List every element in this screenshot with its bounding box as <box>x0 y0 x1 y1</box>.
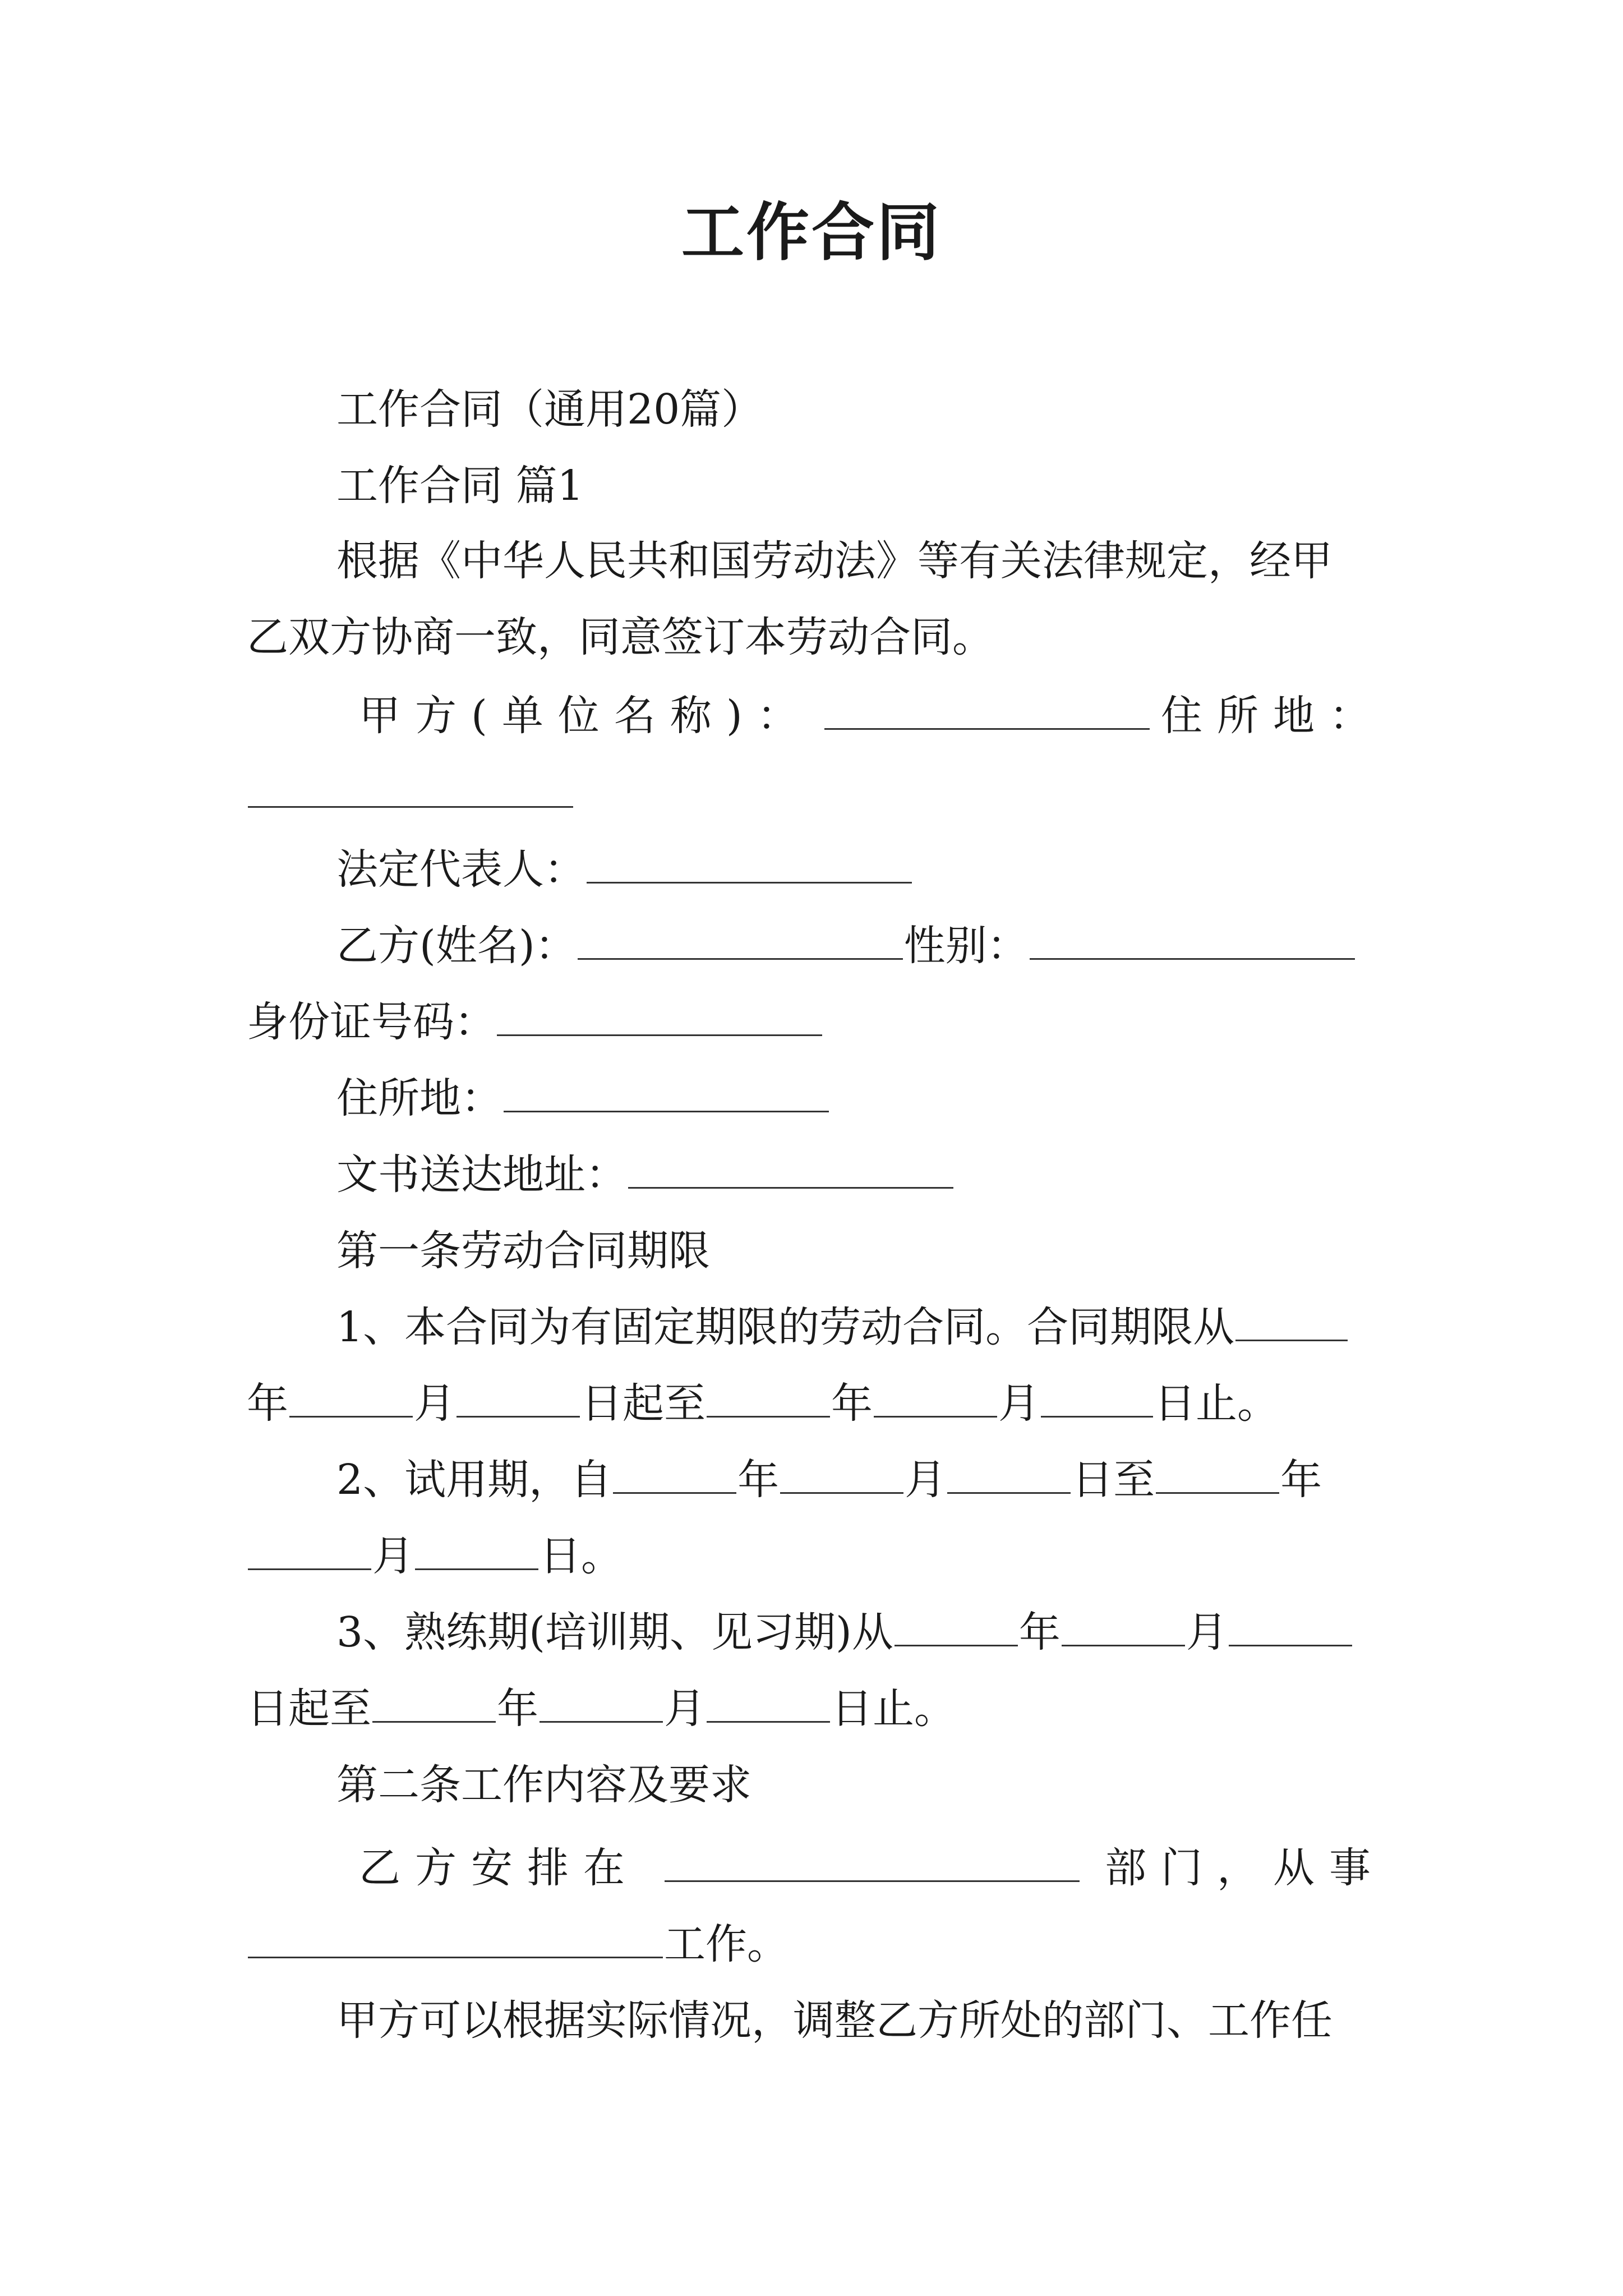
party-a-blank <box>824 697 1150 730</box>
date-blank <box>289 1384 413 1418</box>
date-blank <box>457 1384 580 1418</box>
address-label: 住所地： <box>336 1074 502 1122</box>
end-label: 日止。 <box>1154 1379 1279 1428</box>
clause-3-line-2 <box>247 1675 1385 1742</box>
year-label: 年 <box>1280 1456 1322 1504</box>
year-label: 年 <box>247 1379 288 1428</box>
intro-line-1: 根据《中华人民共和国劳动法》等有关法律规定，经甲 <box>336 537 1332 585</box>
assignment-text-a: 乙方安排在 <box>359 1844 639 1892</box>
date-blank <box>707 1384 830 1418</box>
year-label: 年 <box>737 1456 780 1504</box>
date-blank <box>1229 1613 1352 1646</box>
party-a-address-label: 住所地： <box>1161 692 1385 740</box>
document-title: 工作合同 <box>681 196 942 269</box>
party-a-address-blank <box>248 775 573 808</box>
article-1-heading: 第一条劳动合同期限 <box>336 1227 710 1275</box>
month-label: 月 <box>1186 1608 1228 1657</box>
job-blank <box>248 1925 663 1958</box>
end-label: 日。 <box>540 1532 623 1580</box>
month-label: 月 <box>414 1379 455 1428</box>
legal-rep-row <box>247 836 1385 903</box>
clause-3-line-1 <box>247 1599 1385 1666</box>
delivery-label: 文书送达地址： <box>336 1151 627 1199</box>
gender-blank <box>1030 927 1355 960</box>
month-label: 月 <box>664 1685 706 1733</box>
month-label: 月 <box>998 1379 1040 1428</box>
adjust-line: 甲方可以根据实际情况，调整乙方所处的部门、工作任 <box>336 1996 1332 2045</box>
date-blank <box>1062 1613 1185 1646</box>
date-blank <box>874 1384 997 1418</box>
date-blank <box>947 1461 1071 1494</box>
assignment-text-b: 部门，从事 <box>1105 1844 1385 1892</box>
article-2-heading: 第二条工作内容及要求 <box>336 1761 751 1809</box>
intro-line-2: 乙双方协商一致，同意签订本劳动合同。 <box>247 613 994 661</box>
legal-rep-label: 法定代表人： <box>336 845 585 894</box>
from-label: 日起至 <box>581 1379 706 1428</box>
date-blank <box>540 1690 663 1723</box>
date-blank <box>372 1690 496 1723</box>
delivery-row <box>247 1141 1385 1208</box>
id-blank <box>497 1003 822 1036</box>
clause-2-text: 2、试用期，自 <box>336 1456 612 1504</box>
date-blank <box>780 1461 903 1494</box>
clause-1-line-1 <box>247 1294 1385 1361</box>
clause-2-line-1 <box>247 1446 1385 1513</box>
party-b-blank <box>578 927 903 960</box>
legal-rep-blank <box>587 850 912 884</box>
date-blank <box>895 1613 1018 1646</box>
party-a-row <box>247 682 1385 749</box>
party-b-label: 乙方(姓名)： <box>336 922 577 970</box>
address-row <box>247 1065 1385 1132</box>
date-blank <box>415 1537 538 1570</box>
party-a-address-row <box>247 760 1385 827</box>
date-blank <box>248 1537 371 1570</box>
assignment-text-c: 工作。 <box>664 1920 789 1968</box>
clause-1-line-2 <box>247 1370 1385 1437</box>
assignment-row <box>247 1834 1385 1902</box>
year-label: 年 <box>1018 1608 1061 1657</box>
clause-1-year-blank <box>1235 1308 1348 1341</box>
clause-2-line-2 <box>247 1522 1385 1590</box>
month-label: 月 <box>905 1456 947 1504</box>
assignment-row-2 <box>247 1911 1385 1978</box>
department-blank <box>665 1849 1080 1882</box>
date-blank <box>613 1461 736 1494</box>
date-blank <box>1156 1461 1279 1494</box>
from-label: 日起至 <box>247 1685 371 1733</box>
month-label: 月 <box>372 1532 414 1580</box>
clause-3-text: 3、熟练期(培训期、见习期)从 <box>336 1608 893 1657</box>
to-label: 日至 <box>1072 1456 1155 1504</box>
address-blank <box>504 1079 829 1112</box>
party-a-label: 甲方(单位名称)： <box>359 692 813 740</box>
gender-label: 性别： <box>903 922 1029 970</box>
party-b-row <box>247 912 1385 979</box>
date-blank <box>1041 1384 1153 1418</box>
delivery-blank <box>628 1156 953 1189</box>
date-blank <box>707 1690 830 1723</box>
clause-1-text: 1、本合同为有固定期限的劳动合同。合同期限从 <box>336 1303 1235 1351</box>
id-label: 身份证号码： <box>247 998 496 1046</box>
end-label: 日止。 <box>831 1685 956 1733</box>
subtitle: 工作合同（通用20篇） <box>336 385 763 434</box>
section-heading: 工作合同 篇1 <box>336 462 584 510</box>
year-label: 年 <box>831 1379 873 1428</box>
id-row <box>247 988 1385 1056</box>
year-label: 年 <box>497 1685 538 1733</box>
